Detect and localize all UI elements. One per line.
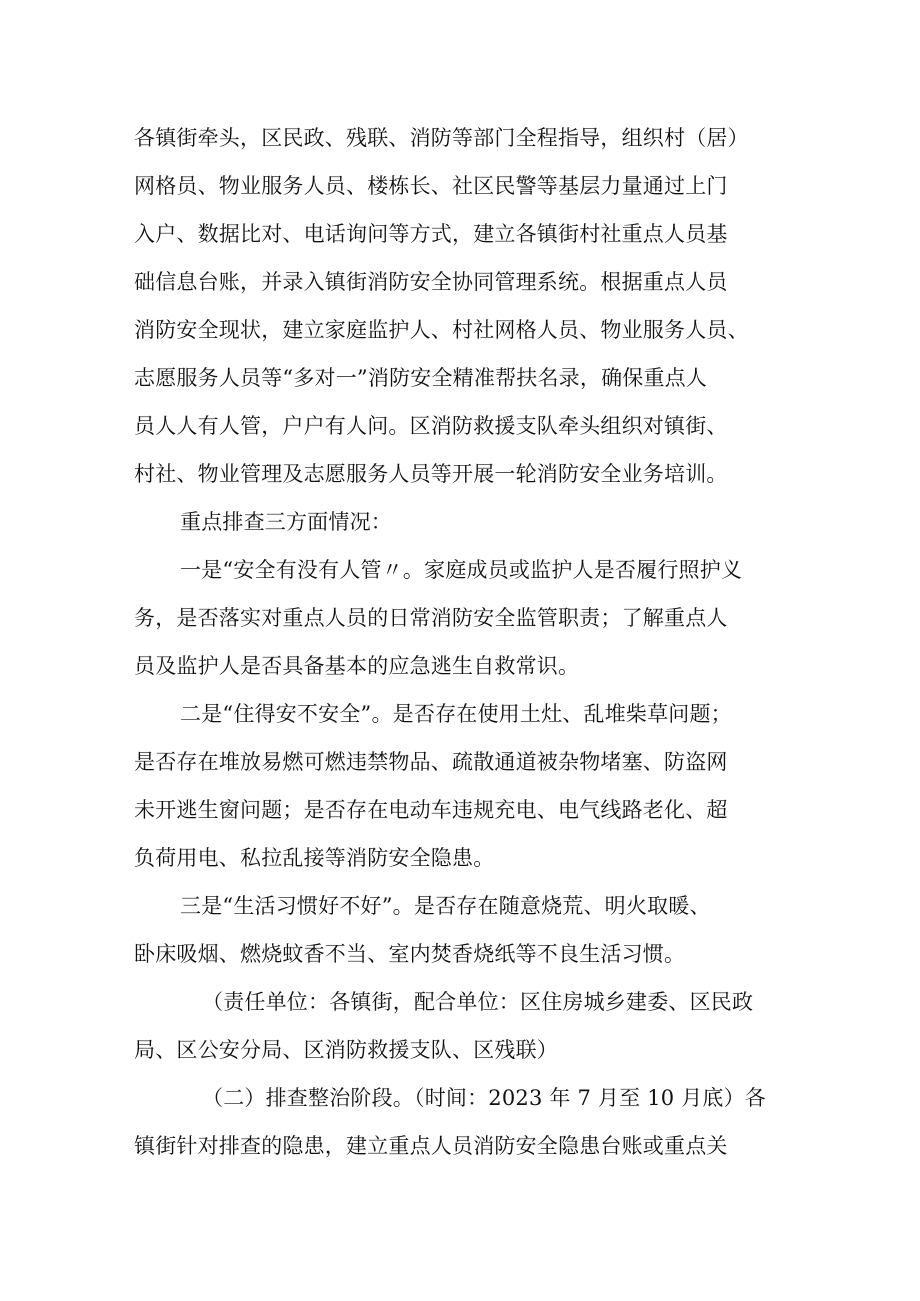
text-line: 各镇街牵头，区民政、残联、消防等部门全程指导，组织村（居） xyxy=(134,126,749,150)
text-line: 卧床吸烟、燃烧蚊香不当、室内焚香烧纸等不良生活习惯。 xyxy=(134,942,686,966)
text-line: 员人人有人管，户户有人问。区消防救援支队牵头组织对镇街、 xyxy=(134,414,728,438)
text-line: 一是“安全有没有人管〃。家庭成员或监护人是否履行照护义 xyxy=(180,558,743,582)
text-line: 负荷用电、私拉乱接等消防安全隐患。 xyxy=(134,846,495,870)
text-line: 三是“生活习惯好不好”。是否存在随意烧荒、明火取暖、 xyxy=(180,894,711,918)
document-body xyxy=(134,114,794,1170)
text-line: 未开逃生窗问题；是否存在电动车违规充电、电气线路老化、超 xyxy=(134,798,728,822)
text-line: 二是“住得安不安全”。是否存在使用土灶、乱堆柴草问题； xyxy=(180,702,732,726)
text-line: 员及监护人是否具备基本的应急逃生自救常识。 xyxy=(134,654,580,678)
text-line: 村社、物业管理及志愿服务人员等开展一轮消防安全业务培训。 xyxy=(134,462,728,486)
section-heading: 重点排查三方面情况： xyxy=(180,510,392,534)
text-line: 网格员、物业服务人员、楼栋长、社区民警等基层力量通过上门 xyxy=(134,174,728,198)
text-line: （责任单位：各镇街，配合单位：区住房城乡建委、区民政 xyxy=(202,990,754,1014)
text-line: 消防安全现状，建立家庭监护人、村社网格人员、物业服务人员、 xyxy=(134,318,749,342)
text-line: 入户、数据比对、电话询问等方式，建立各镇街村社重点人员基 xyxy=(134,222,728,246)
text-line: 镇街针对排查的隐患，建立重点人员消防安全隐患台账或重点关 xyxy=(134,1134,728,1158)
text-line: （二）排查整治阶段。（时间：2023 年 7 月至 10 月底）各 xyxy=(202,1086,767,1110)
text-line: 础信息台账，并录入镇街消防安全协同管理系统。根据重点人员 xyxy=(134,270,728,294)
text-line: 是否存在堆放易燃可燃违禁物品、疏散通道被杂物堵塞、防盗网 xyxy=(134,750,728,774)
text-line: 志愿服务人员等“多对一”消防安全精准帮扶名录，确保重点人 xyxy=(134,366,708,390)
text-line: 局、区公安分局、区消防救援支队、区残联） xyxy=(134,1038,558,1062)
text-line: 务，是否落实对重点人员的日常消防安全监管职责；了解重点人 xyxy=(134,606,728,630)
